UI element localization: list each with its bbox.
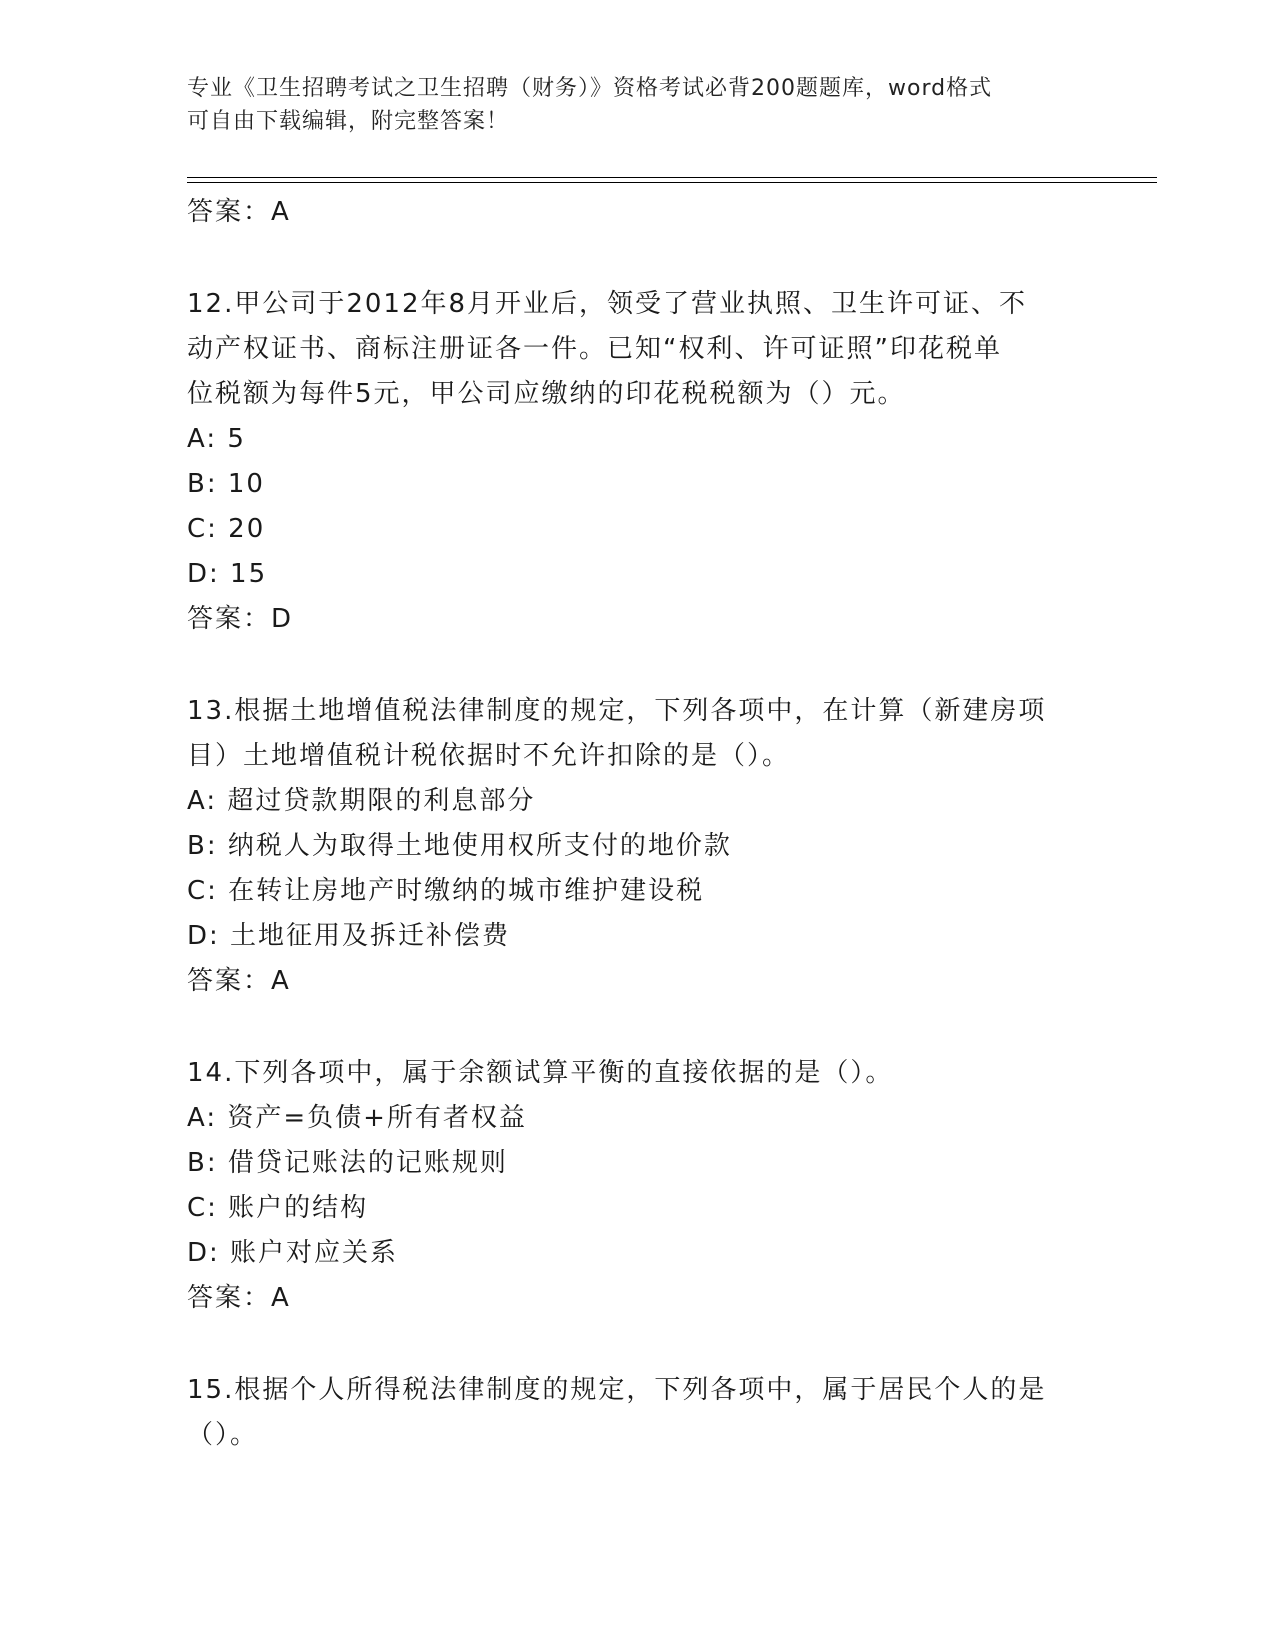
question-stem-line: 13.根据土地增值税法律制度的规定，下列各项中，在计算（新建房项 bbox=[187, 696, 1047, 726]
header-rule-top bbox=[187, 177, 1157, 178]
option-b: B: 借贷记账法的记账规则 bbox=[187, 1148, 508, 1178]
answer-label: 答案：A bbox=[187, 197, 291, 227]
spacer bbox=[187, 642, 1087, 689]
question-stem-line: 动产权证书、商标注册证各一件。已知“权利、许可证照”印花税单 bbox=[187, 334, 1002, 364]
header-line-2: 可自由下载编辑，附完整答案！ bbox=[187, 109, 510, 134]
option-d: D: 账户对应关系 bbox=[187, 1238, 399, 1268]
question-list bbox=[187, 190, 1087, 1458]
answer-label: 答案：A bbox=[187, 966, 291, 996]
header-rule-bottom bbox=[187, 182, 1157, 183]
spacer bbox=[187, 1321, 1087, 1368]
answer-label: 答案：D bbox=[187, 604, 294, 634]
option-a: A: 5 bbox=[187, 424, 246, 454]
option-c: C: 账户的结构 bbox=[187, 1193, 369, 1223]
question-stem-line: （）。 bbox=[187, 1420, 259, 1450]
question-stem-line: 15.根据个人所得税法律制度的规定，下列各项中，属于居民个人的是 bbox=[187, 1375, 1047, 1405]
document-header bbox=[187, 72, 1087, 138]
option-a: A: 超过贷款期限的利息部分 bbox=[187, 786, 536, 816]
spacer bbox=[187, 235, 1087, 282]
question-14 bbox=[187, 1051, 1087, 1321]
option-a: A: 资产=负债+所有者权益 bbox=[187, 1103, 527, 1133]
option-c: C: 20 bbox=[187, 514, 266, 544]
option-b: B: 纳税人为取得土地使用权所支付的地价款 bbox=[187, 831, 732, 861]
option-d: D: 15 bbox=[187, 559, 268, 589]
spacer bbox=[187, 1004, 1087, 1051]
option-b: B: 10 bbox=[187, 469, 265, 499]
question-stem-line: 14.下列各项中，属于余额试算平衡的直接依据的是（）。 bbox=[187, 1058, 894, 1088]
question-13 bbox=[187, 689, 1087, 1004]
question-stem-line: 12.甲公司于2012年8月开业后，领受了营业执照、卫生许可证、不 bbox=[187, 289, 1028, 319]
answer-label: 答案：A bbox=[187, 1283, 291, 1313]
question-stem-line: 位税额为每件5元，甲公司应缴纳的印花税税额为（）元。 bbox=[187, 379, 906, 409]
option-d: D: 土地征用及拆迁补偿费 bbox=[187, 921, 511, 951]
question-stem-line: 目）土地增值税计税依据时不允许扣除的是（）。 bbox=[187, 741, 791, 771]
question-15 bbox=[187, 1368, 1087, 1458]
question-12 bbox=[187, 282, 1087, 642]
option-c: C: 在转让房地产时缴纳的城市维护建设税 bbox=[187, 876, 705, 906]
header-line-1: 专业《卫生招聘考试之卫生招聘（财务）》资格考试必背200题题库，word格式 bbox=[187, 76, 993, 101]
